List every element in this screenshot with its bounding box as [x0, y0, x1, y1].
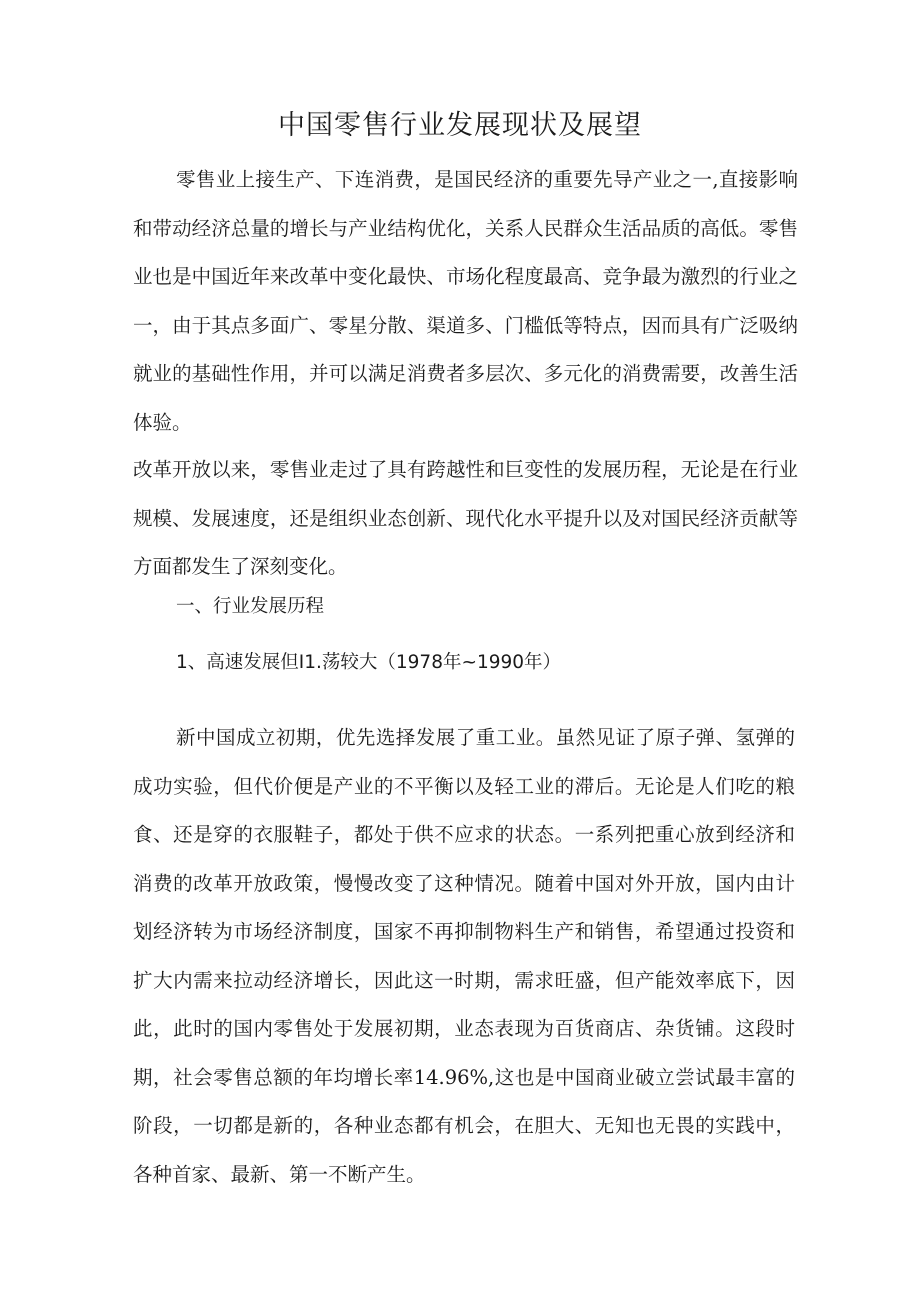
intro-paragraph: 零售业上接生产、下连消费，是国民经济的重要先导产业之一,直接影响和带动经济总量的增长与产业结构优化，关系人民群众生活品质的高低。零售业也是中国近年来改革中变化最快、市场化程度最高、竞争最为激烈的行业之一，由于其点多面广、零星分散、渠道多、门槛低等特点，因而具有广泛吸纳就业的基础性作用，并可以满足消费者多层次、多元化的消费需要，改善生活体验。	[133, 168, 798, 434]
reform-paragraph: 改革开放以来，零售业走过了具有跨越性和巨变性的发展历程，无论是在行业规模、发展速度，还是组织业态创新、现代化水平提升以及对国民经济贡献等方面都发生了深刻变化。	[133, 458, 798, 578]
document-title: 中国零售行业发展现状及展望	[278, 110, 642, 141]
section-heading: 一、行业发展历程	[176, 596, 325, 617]
history-paragraph: 新中国成立初期，优先选择发展了重工业。虽然见证了原子弹、氢弹的成功实验，但代价便是产业的不平衡以及轻工业的滞后。无论是人们吃的粮食、还是穿的衣服鞋子，都处于供不应求的状态。一系列把重心放到经济和消费的改革开放政策，慢慢改变了这种情况。随着中国对外开放，国内由计划经济转为市场经济制度，国家不再抑制物料生产和销售，希望通过投资和扩大内需来拉动经济增长，因此这一时期，需求旺盛，但产能效率底下，因此，此时的国内零售处于发展初期，业态表现为百货商店、杂货铺。这段时期，社会零售总额的年均增长率14.96%,这也是中国商业破立尝试最丰富的阶段，一切都是新的，各种业态都有机会，在胆大、无知也无畏的实践中，各种首家、最新、第一不断产生。	[133, 726, 795, 1186]
subsection-heading: 1、高速发展但I1.荡较大（1978年~1990年）	[176, 652, 562, 673]
